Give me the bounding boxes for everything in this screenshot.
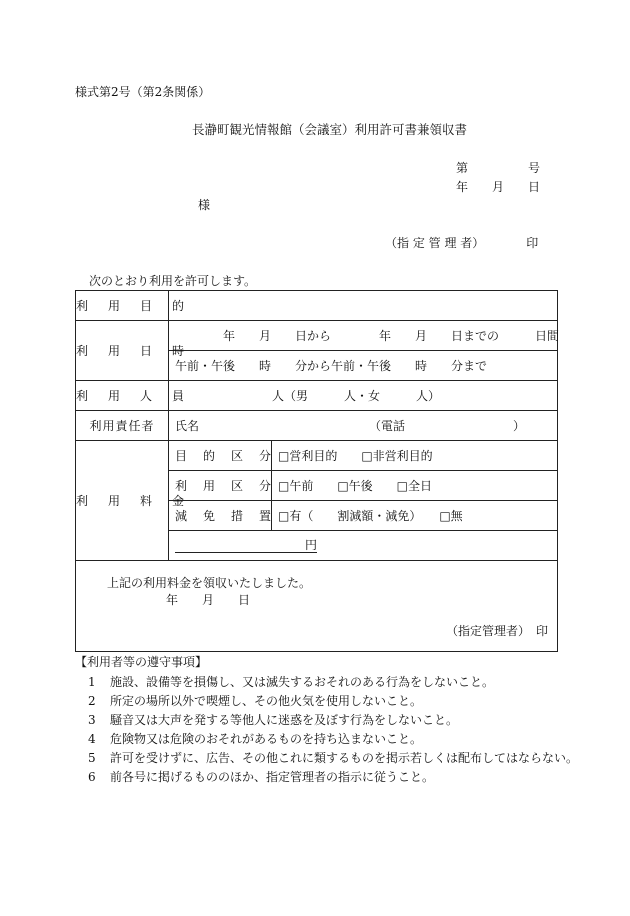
datetime-row	[76, 321, 558, 351]
purpose-category-options: □営利目的 □非営利目的	[272, 441, 558, 471]
amount-line: 円	[175, 539, 317, 553]
fee-label: 利 用 料 金	[76, 441, 169, 561]
form-number: 様式第2号（第2条関係）	[75, 85, 211, 99]
document-title: 長瀞町観光情報館（会議室）利用許可書兼領収書	[192, 122, 468, 137]
time-range: 午前・午後 時 分から午前・午後 時 分まで	[169, 351, 558, 381]
people-value: 人（男 人・女 人）	[169, 381, 558, 411]
receipt-row	[76, 561, 558, 652]
people-row	[76, 381, 558, 411]
rules-heading: 【利用者等の遵守事項】	[75, 655, 208, 669]
responsible-row	[76, 411, 558, 441]
reduction-label: 減 免 措 置	[169, 501, 272, 531]
people-label: 利 用 人 員	[76, 381, 169, 411]
purpose-value	[169, 291, 558, 321]
purpose-category-label: 目 的 区 分	[169, 441, 272, 471]
purpose-row	[76, 291, 558, 321]
issuer-line: （指 定 管 理 者） 印	[385, 236, 539, 250]
recipient-suffix: 様	[198, 198, 211, 212]
permit-table	[75, 290, 558, 652]
purpose-category-row	[76, 441, 558, 471]
use-category-options: □午前 □午後 □全日	[272, 471, 558, 501]
rule-item: 5 許可を受けずに、広告、その他これに類するものを掲示若しくは配布してはならない。	[88, 751, 579, 765]
amount-cell	[169, 531, 558, 561]
rule-item: 6 前各号に掲げるもののほか、指定管理者の指示に従うこと。	[88, 770, 435, 784]
receipt-issuer: （指定管理者） 印	[446, 624, 549, 638]
reduction-options: □有（ 割減額・減免） □無	[272, 501, 558, 531]
rule-item: 3 騒音又は大声を発する等他人に迷惑を及ぼす行為をしないこと。	[88, 713, 459, 727]
rule-item: 1 施設、設備等を損傷し、又は滅失するおそれのある行為をしないこと。	[88, 675, 495, 689]
responsible-value	[169, 411, 558, 441]
phone-label: （電話 ）	[369, 418, 526, 433]
date-range: 年 月 日から 年 月 日までの 日間	[169, 321, 558, 351]
name-label: 氏名	[175, 418, 200, 433]
receipt-text: 上記の利用料金を領収いたしました。	[107, 576, 312, 590]
purpose-label: 利 用 目 的	[76, 291, 169, 321]
permit-number: 第 号	[456, 161, 541, 175]
issue-date: 年 月 日	[456, 180, 541, 194]
use-category-label: 利 用 区 分	[169, 471, 272, 501]
receipt-date: 年 月 日	[166, 593, 251, 607]
rule-item: 4 危険物又は危険のおそれがあるものを持ち込まないこと。	[88, 732, 423, 746]
rule-item: 2 所定の場所以外で喫煙し、その他火気を使用しないこと。	[88, 694, 423, 708]
responsible-label: 利用責任者	[76, 411, 169, 441]
datetime-label: 利 用 日 時	[76, 321, 169, 381]
receipt-cell	[76, 561, 558, 652]
intro-text: 次のとおり利用を許可します。	[89, 274, 257, 288]
